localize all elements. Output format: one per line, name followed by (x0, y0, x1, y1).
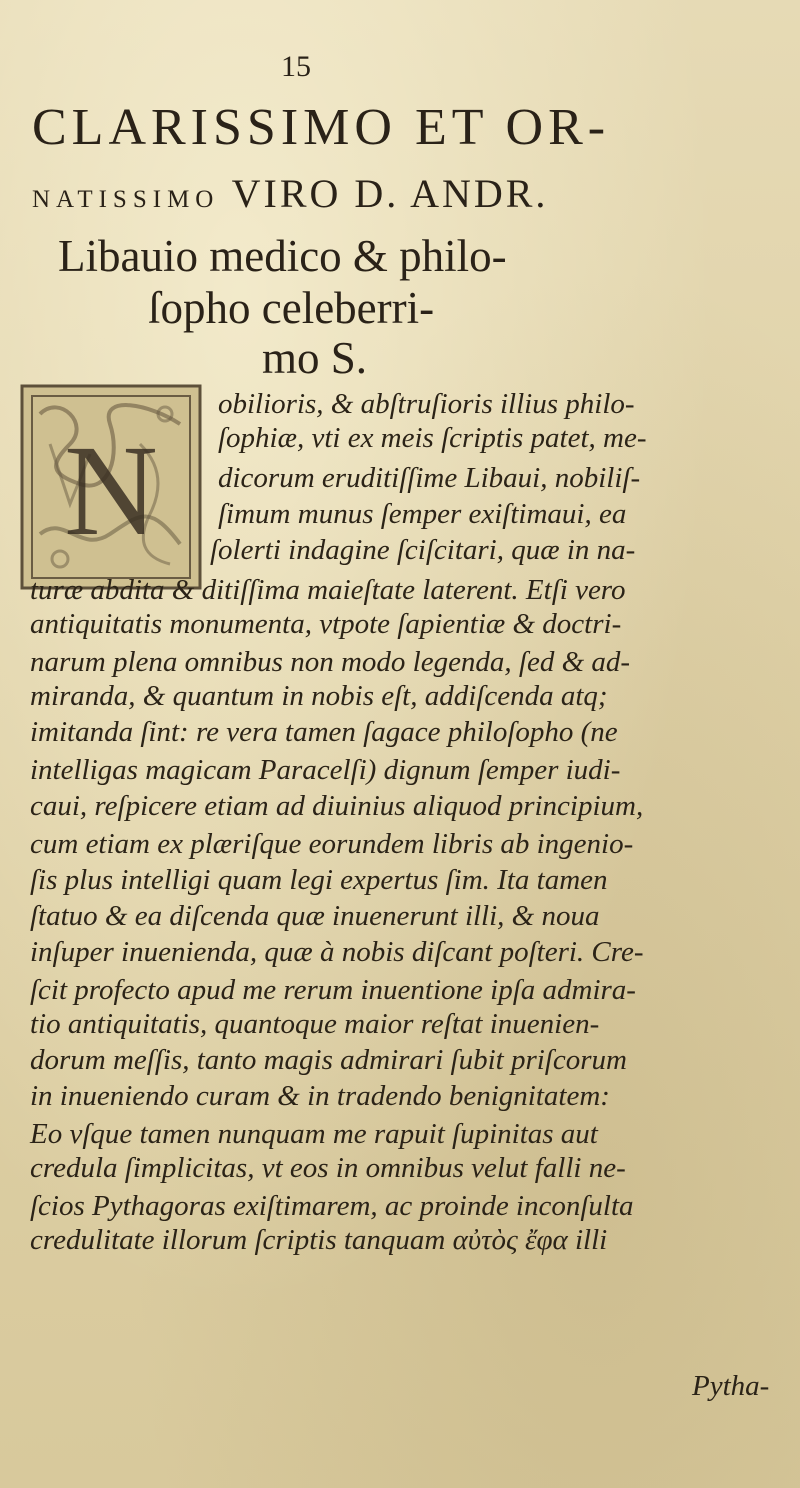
text-line (30, 1042, 627, 1078)
text-line-content: Eo vſque tamen nunquam me rapuit ſupinitas aut (30, 1118, 598, 1150)
text-line (30, 752, 620, 788)
text-line (30, 934, 644, 970)
decorated-initial-woodcut (20, 384, 202, 590)
text-line-content: inſuper inuenienda, quæ à nobis diſcant poſteri. Cre- (30, 936, 644, 968)
heading-line-2-prefix: NATISSIMO (32, 186, 220, 213)
text-line (30, 862, 608, 898)
text-line-content: credulitate illorum ſcriptis tanquam αὐτὸς ἔφα illi (30, 1224, 608, 1256)
text-line-content: ſimum munus ſemper exiſtimaui, ea (218, 498, 627, 530)
text-line (218, 420, 646, 456)
dedication-heading-line-4 (148, 282, 434, 334)
catchword: Pytha- (692, 1370, 770, 1402)
text-line-content: imitanda ſint: re vera tamen ſagace philoſopho (ne (30, 716, 618, 748)
text-line (30, 678, 608, 714)
text-line-content: obilioris, & abſtruſioris illius philo- (218, 388, 635, 420)
text-line-content: ſis plus intelligi quam legi expertus ſim. Ita tamen (30, 864, 608, 896)
heading-line-4-text: ſopho celeberri- (148, 283, 435, 333)
text-line-content: ſolerti indagine ſciſcitari, quæ in na- (210, 534, 636, 566)
text-line-content: miranda, & quantum in nobis eſt, addiſcenda atq; (30, 680, 608, 712)
text-line-content: ſcios Pythagoras exiſtimarem, ac proinde inconſulta (30, 1190, 634, 1222)
text-line (30, 714, 618, 750)
text-line (30, 1150, 626, 1186)
text-line-content: narum plena omnibus non modo legenda, ſed & ad- (30, 646, 631, 678)
text-line (218, 460, 640, 496)
svg-text:N: N (64, 419, 158, 563)
text-line-content: cum etiam ex plæriſque eorundem libris ab ingenio- (30, 828, 634, 860)
text-line-content: dorum meſſis, tanto magis admirari ſubit priſcorum (30, 1044, 627, 1076)
text-line-content: tio antiquitatis, quantoque maior reſtat inuenien- (30, 1008, 600, 1040)
text-line (30, 1078, 610, 1114)
dedication-heading-line-1 (32, 98, 610, 157)
text-line (30, 572, 626, 608)
text-line (30, 826, 633, 862)
text-line-content: ſtatuo & ea diſcenda quæ inuenerunt illi, & noua (30, 900, 600, 932)
text-line-content: antiquitatis monumenta, vtpote ſapientiæ & doctri- (30, 608, 622, 640)
text-line (30, 1188, 634, 1224)
text-line-content: ſcit profecto apud me rerum inuentione ipſa admira- (30, 974, 636, 1006)
text-line (30, 606, 621, 642)
text-line (30, 1006, 599, 1042)
dedication-heading-line-2 (32, 170, 548, 217)
text-line-content: ſophiæ, vti ex meis ſcriptis patet, me- (218, 422, 647, 454)
dedication-heading-line-5 (262, 332, 367, 384)
text-line-content: caui, reſpicere etiam ad diuinius aliquod principium, (30, 790, 644, 822)
page-number: 15 (281, 50, 311, 83)
text-line (218, 386, 635, 422)
heading-line-2-rest: VIRO D. ANDR. (231, 171, 549, 216)
text-line (218, 496, 626, 532)
text-line-content: in inueniendo curam & in tradendo benignitatem: (30, 1080, 610, 1112)
text-line (30, 972, 636, 1008)
text-line-content: intelligas magicam Paracelſi) dignum ſemper iudi- (30, 754, 621, 786)
text-line (30, 644, 630, 680)
heading-line-1-text: CLARISSIMO ET OR- (32, 99, 611, 156)
dedication-heading-line-3 (58, 230, 507, 282)
text-line (30, 898, 599, 934)
heading-line-5-text: mo S. (262, 333, 368, 383)
text-line (30, 788, 643, 824)
text-line (30, 1116, 598, 1152)
text-line-content: dicorum eruditiſſime Libaui, nobiliſ- (218, 462, 641, 494)
text-line-content: credula ſimplicitas, vt eos in omnibus velut falli ne- (30, 1152, 626, 1184)
text-line-content: turæ abdita & ditiſſima maieſtate laterent. Etſi vero (30, 574, 626, 606)
heading-line-3-text: Libauio medico & philo- (58, 231, 507, 281)
text-line (210, 532, 635, 568)
text-line (30, 1222, 607, 1258)
